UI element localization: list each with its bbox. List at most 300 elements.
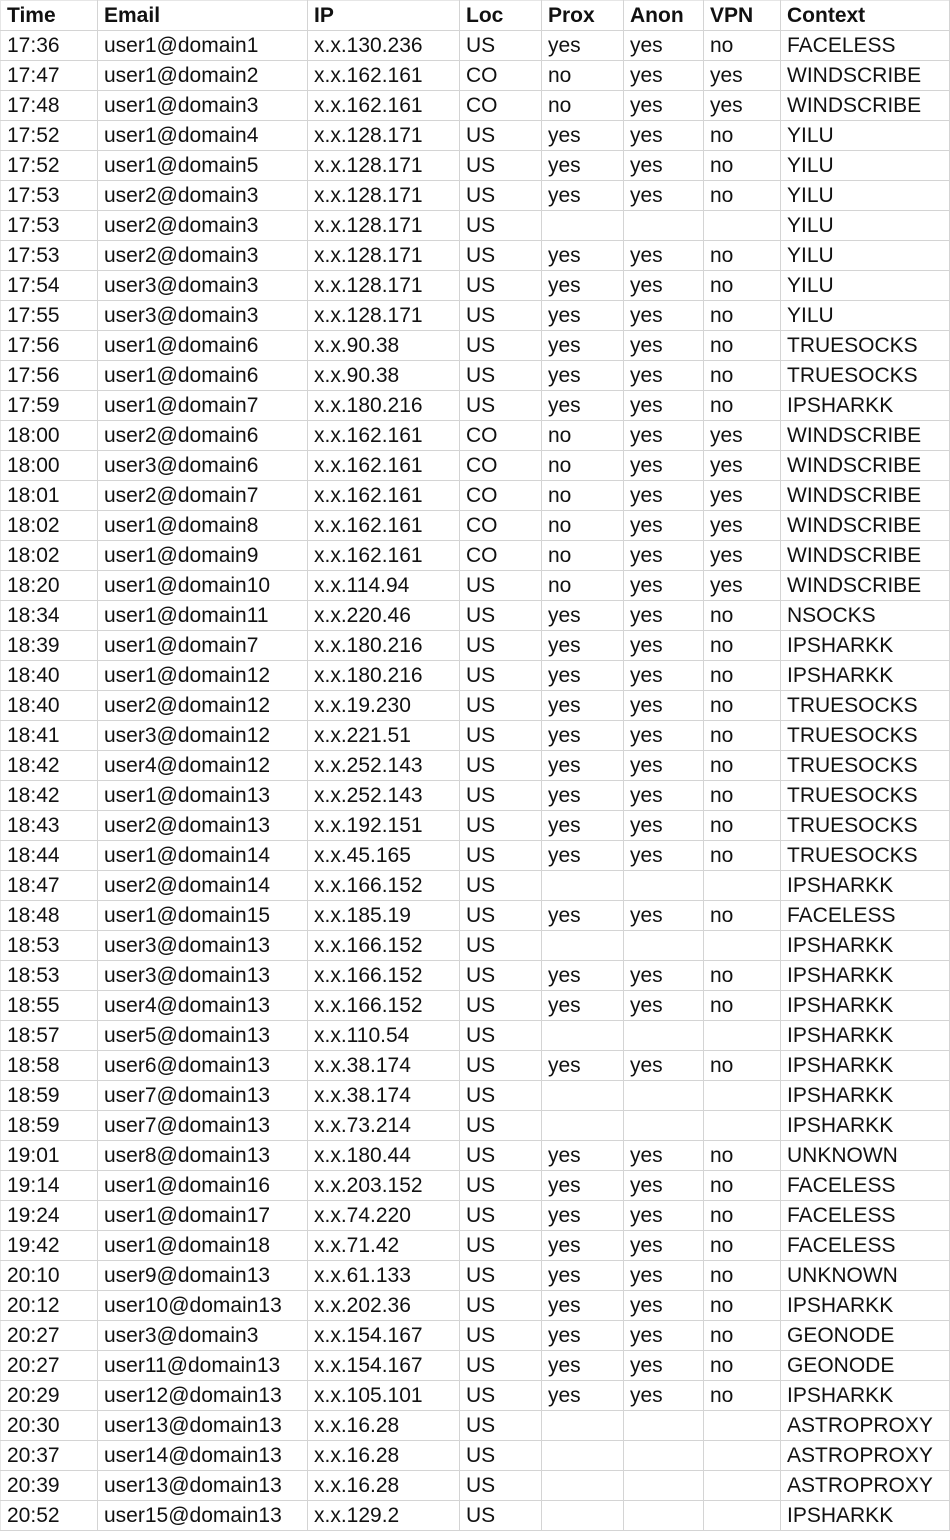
column-header-time[interactable]: Time xyxy=(1,1,98,31)
context-cell[interactable]: GEONODE xyxy=(781,1321,950,1351)
prox-cell[interactable]: yes xyxy=(542,751,624,781)
anon-cell[interactable] xyxy=(624,1081,704,1111)
vpn-cell[interactable] xyxy=(704,871,781,901)
anon-cell[interactable]: yes xyxy=(624,271,704,301)
vpn-cell[interactable]: no xyxy=(704,601,781,631)
vpn-cell[interactable]: no xyxy=(704,1291,781,1321)
prox-cell[interactable] xyxy=(542,1471,624,1501)
prox-cell[interactable]: yes xyxy=(542,1321,624,1351)
loc-cell[interactable]: CO xyxy=(460,91,542,121)
time-cell[interactable]: 18:53 xyxy=(1,961,98,991)
prox-cell[interactable] xyxy=(542,211,624,241)
loc-cell[interactable]: US xyxy=(460,781,542,811)
prox-cell[interactable]: yes xyxy=(542,331,624,361)
loc-cell[interactable]: US xyxy=(460,901,542,931)
vpn-cell[interactable]: no xyxy=(704,841,781,871)
context-cell[interactable]: FACELESS xyxy=(781,901,950,931)
email-cell[interactable]: user3@domain12 xyxy=(98,721,308,751)
email-cell[interactable]: user2@domain3 xyxy=(98,181,308,211)
vpn-cell[interactable]: no xyxy=(704,331,781,361)
anon-cell[interactable]: yes xyxy=(624,1051,704,1081)
time-cell[interactable]: 20:27 xyxy=(1,1321,98,1351)
vpn-cell[interactable]: yes xyxy=(704,481,781,511)
time-cell[interactable]: 18:01 xyxy=(1,481,98,511)
ip-cell[interactable]: x.x.128.171 xyxy=(308,241,460,271)
email-cell[interactable]: user10@domain13 xyxy=(98,1291,308,1321)
loc-cell[interactable]: US xyxy=(460,991,542,1021)
loc-cell[interactable]: US xyxy=(460,181,542,211)
time-cell[interactable]: 19:42 xyxy=(1,1231,98,1261)
loc-cell[interactable]: US xyxy=(460,1051,542,1081)
time-cell[interactable]: 19:01 xyxy=(1,1141,98,1171)
email-cell[interactable]: user1@domain12 xyxy=(98,661,308,691)
email-cell[interactable]: user2@domain13 xyxy=(98,811,308,841)
prox-cell[interactable]: yes xyxy=(542,781,624,811)
context-cell[interactable]: IPSHARKK xyxy=(781,1501,950,1531)
anon-cell[interactable]: yes xyxy=(624,301,704,331)
email-cell[interactable]: user1@domain7 xyxy=(98,391,308,421)
anon-cell[interactable] xyxy=(624,1471,704,1501)
loc-cell[interactable]: CO xyxy=(460,481,542,511)
anon-cell[interactable]: yes xyxy=(624,121,704,151)
prox-cell[interactable]: yes xyxy=(542,721,624,751)
ip-cell[interactable]: x.x.252.143 xyxy=(308,751,460,781)
loc-cell[interactable]: US xyxy=(460,631,542,661)
email-cell[interactable]: user13@domain13 xyxy=(98,1411,308,1441)
time-cell[interactable]: 18:42 xyxy=(1,781,98,811)
ip-cell[interactable]: x.x.61.133 xyxy=(308,1261,460,1291)
loc-cell[interactable]: US xyxy=(460,1171,542,1201)
context-cell[interactable]: YILU xyxy=(781,121,950,151)
anon-cell[interactable]: yes xyxy=(624,541,704,571)
time-cell[interactable]: 17:36 xyxy=(1,31,98,61)
email-cell[interactable]: user3@domain13 xyxy=(98,931,308,961)
time-cell[interactable]: 20:30 xyxy=(1,1411,98,1441)
loc-cell[interactable]: US xyxy=(460,691,542,721)
ip-cell[interactable]: x.x.38.174 xyxy=(308,1051,460,1081)
time-cell[interactable]: 18:41 xyxy=(1,721,98,751)
context-cell[interactable]: YILU xyxy=(781,211,950,241)
context-cell[interactable]: IPSHARKK xyxy=(781,1051,950,1081)
prox-cell[interactable]: yes xyxy=(542,961,624,991)
context-cell[interactable]: FACELESS xyxy=(781,1201,950,1231)
loc-cell[interactable]: US xyxy=(460,1501,542,1531)
anon-cell[interactable]: yes xyxy=(624,841,704,871)
ip-cell[interactable]: x.x.130.236 xyxy=(308,31,460,61)
time-cell[interactable]: 18:00 xyxy=(1,451,98,481)
ip-cell[interactable]: x.x.162.161 xyxy=(308,481,460,511)
vpn-cell[interactable]: no xyxy=(704,1231,781,1261)
ip-cell[interactable]: x.x.16.28 xyxy=(308,1441,460,1471)
prox-cell[interactable]: yes xyxy=(542,151,624,181)
vpn-cell[interactable]: no xyxy=(704,151,781,181)
context-cell[interactable]: WINDSCRIBE xyxy=(781,541,950,571)
loc-cell[interactable]: US xyxy=(460,1321,542,1351)
loc-cell[interactable]: US xyxy=(460,571,542,601)
email-cell[interactable]: user1@domain11 xyxy=(98,601,308,631)
ip-cell[interactable]: x.x.129.2 xyxy=(308,1501,460,1531)
time-cell[interactable]: 18:42 xyxy=(1,751,98,781)
loc-cell[interactable]: CO xyxy=(460,61,542,91)
anon-cell[interactable]: yes xyxy=(624,721,704,751)
anon-cell[interactable]: yes xyxy=(624,811,704,841)
context-cell[interactable]: IPSHARKK xyxy=(781,391,950,421)
email-cell[interactable]: user1@domain9 xyxy=(98,541,308,571)
anon-cell[interactable]: yes xyxy=(624,901,704,931)
email-cell[interactable]: user1@domain10 xyxy=(98,571,308,601)
ip-cell[interactable]: x.x.38.174 xyxy=(308,1081,460,1111)
ip-cell[interactable]: x.x.166.152 xyxy=(308,991,460,1021)
email-cell[interactable]: user1@domain14 xyxy=(98,841,308,871)
prox-cell[interactable]: yes xyxy=(542,661,624,691)
ip-cell[interactable]: x.x.166.152 xyxy=(308,931,460,961)
ip-cell[interactable]: x.x.73.214 xyxy=(308,1111,460,1141)
prox-cell[interactable]: yes xyxy=(542,811,624,841)
anon-cell[interactable]: yes xyxy=(624,1141,704,1171)
loc-cell[interactable]: US xyxy=(460,1351,542,1381)
anon-cell[interactable]: yes xyxy=(624,571,704,601)
vpn-cell[interactable]: no xyxy=(704,1141,781,1171)
prox-cell[interactable]: no xyxy=(542,421,624,451)
prox-cell[interactable] xyxy=(542,1441,624,1471)
loc-cell[interactable]: US xyxy=(460,1231,542,1261)
context-cell[interactable]: IPSHARKK xyxy=(781,1021,950,1051)
email-cell[interactable]: user3@domain13 xyxy=(98,961,308,991)
prox-cell[interactable]: no xyxy=(542,541,624,571)
vpn-cell[interactable]: yes xyxy=(704,451,781,481)
time-cell[interactable]: 20:10 xyxy=(1,1261,98,1291)
anon-cell[interactable]: yes xyxy=(624,481,704,511)
anon-cell[interactable]: yes xyxy=(624,241,704,271)
context-cell[interactable]: YILU xyxy=(781,271,950,301)
loc-cell[interactable]: CO xyxy=(460,421,542,451)
loc-cell[interactable]: US xyxy=(460,871,542,901)
prox-cell[interactable]: yes xyxy=(542,691,624,721)
context-cell[interactable]: WINDSCRIBE xyxy=(781,421,950,451)
ip-cell[interactable]: x.x.128.171 xyxy=(308,271,460,301)
loc-cell[interactable]: US xyxy=(460,811,542,841)
prox-cell[interactable]: yes xyxy=(542,1351,624,1381)
prox-cell[interactable] xyxy=(542,1411,624,1441)
email-cell[interactable]: user8@domain13 xyxy=(98,1141,308,1171)
email-cell[interactable]: user1@domain18 xyxy=(98,1231,308,1261)
anon-cell[interactable]: yes xyxy=(624,1201,704,1231)
column-header-email[interactable]: Email xyxy=(98,1,308,31)
time-cell[interactable]: 20:27 xyxy=(1,1351,98,1381)
context-cell[interactable]: TRUESOCKS xyxy=(781,811,950,841)
context-cell[interactable]: IPSHARKK xyxy=(781,631,950,661)
anon-cell[interactable]: yes xyxy=(624,331,704,361)
prox-cell[interactable]: yes xyxy=(542,241,624,271)
ip-cell[interactable]: x.x.192.151 xyxy=(308,811,460,841)
ip-cell[interactable]: x.x.128.171 xyxy=(308,301,460,331)
vpn-cell[interactable]: yes xyxy=(704,511,781,541)
ip-cell[interactable]: x.x.19.230 xyxy=(308,691,460,721)
loc-cell[interactable]: US xyxy=(460,241,542,271)
vpn-cell[interactable]: yes xyxy=(704,61,781,91)
anon-cell[interactable]: yes xyxy=(624,1291,704,1321)
loc-cell[interactable]: US xyxy=(460,601,542,631)
context-cell[interactable]: ASTROPROXY xyxy=(781,1411,950,1441)
vpn-cell[interactable] xyxy=(704,1471,781,1501)
prox-cell[interactable]: yes xyxy=(542,121,624,151)
anon-cell[interactable] xyxy=(624,1111,704,1141)
prox-cell[interactable]: no xyxy=(542,511,624,541)
anon-cell[interactable]: yes xyxy=(624,91,704,121)
vpn-cell[interactable]: no xyxy=(704,1381,781,1411)
loc-cell[interactable]: US xyxy=(460,151,542,181)
prox-cell[interactable] xyxy=(542,1501,624,1531)
ip-cell[interactable]: x.x.128.171 xyxy=(308,211,460,241)
time-cell[interactable]: 17:55 xyxy=(1,301,98,331)
prox-cell[interactable]: no xyxy=(542,481,624,511)
context-cell[interactable]: TRUESOCKS xyxy=(781,841,950,871)
loc-cell[interactable]: US xyxy=(460,961,542,991)
vpn-cell[interactable]: no xyxy=(704,961,781,991)
ip-cell[interactable]: x.x.162.161 xyxy=(308,61,460,91)
prox-cell[interactable]: no xyxy=(542,451,624,481)
context-cell[interactable]: FACELESS xyxy=(781,31,950,61)
anon-cell[interactable]: yes xyxy=(624,781,704,811)
context-cell[interactable]: IPSHARKK xyxy=(781,1381,950,1411)
time-cell[interactable]: 17:59 xyxy=(1,391,98,421)
email-cell[interactable]: user1@domain3 xyxy=(98,91,308,121)
prox-cell[interactable]: yes xyxy=(542,1171,624,1201)
context-cell[interactable]: YILU xyxy=(781,241,950,271)
time-cell[interactable]: 17:56 xyxy=(1,361,98,391)
loc-cell[interactable]: US xyxy=(460,1111,542,1141)
context-cell[interactable]: WINDSCRIBE xyxy=(781,511,950,541)
vpn-cell[interactable]: no xyxy=(704,31,781,61)
loc-cell[interactable]: US xyxy=(460,1441,542,1471)
time-cell[interactable]: 18:43 xyxy=(1,811,98,841)
loc-cell[interactable]: US xyxy=(460,301,542,331)
ip-cell[interactable]: x.x.71.42 xyxy=(308,1231,460,1261)
context-cell[interactable]: WINDSCRIBE xyxy=(781,61,950,91)
email-cell[interactable]: user7@domain13 xyxy=(98,1111,308,1141)
context-cell[interactable]: YILU xyxy=(781,181,950,211)
vpn-cell[interactable]: no xyxy=(704,1171,781,1201)
ip-cell[interactable]: x.x.180.216 xyxy=(308,391,460,421)
vpn-cell[interactable] xyxy=(704,931,781,961)
vpn-cell[interactable]: no xyxy=(704,991,781,1021)
vpn-cell[interactable]: no xyxy=(704,271,781,301)
vpn-cell[interactable]: no xyxy=(704,901,781,931)
vpn-cell[interactable]: yes xyxy=(704,541,781,571)
prox-cell[interactable]: yes xyxy=(542,601,624,631)
context-cell[interactable]: TRUESOCKS xyxy=(781,721,950,751)
prox-cell[interactable]: yes xyxy=(542,1201,624,1231)
prox-cell[interactable]: no xyxy=(542,61,624,91)
anon-cell[interactable]: yes xyxy=(624,1381,704,1411)
loc-cell[interactable]: US xyxy=(460,391,542,421)
time-cell[interactable]: 17:52 xyxy=(1,151,98,181)
context-cell[interactable]: TRUESOCKS xyxy=(781,361,950,391)
email-cell[interactable]: user5@domain13 xyxy=(98,1021,308,1051)
ip-cell[interactable]: x.x.166.152 xyxy=(308,961,460,991)
time-cell[interactable]: 18:20 xyxy=(1,571,98,601)
context-cell[interactable]: IPSHARKK xyxy=(781,1291,950,1321)
ip-cell[interactable]: x.x.16.28 xyxy=(308,1471,460,1501)
loc-cell[interactable]: US xyxy=(460,1411,542,1441)
anon-cell[interactable]: yes xyxy=(624,421,704,451)
column-header-loc[interactable]: Loc xyxy=(460,1,542,31)
loc-cell[interactable]: US xyxy=(460,1291,542,1321)
vpn-cell[interactable]: no xyxy=(704,811,781,841)
time-cell[interactable]: 17:52 xyxy=(1,121,98,151)
loc-cell[interactable]: US xyxy=(460,1471,542,1501)
ip-cell[interactable]: x.x.220.46 xyxy=(308,601,460,631)
ip-cell[interactable]: x.x.162.161 xyxy=(308,541,460,571)
anon-cell[interactable] xyxy=(624,1501,704,1531)
loc-cell[interactable]: US xyxy=(460,1261,542,1291)
context-cell[interactable]: ASTROPROXY xyxy=(781,1471,950,1501)
context-cell[interactable]: TRUESOCKS xyxy=(781,691,950,721)
context-cell[interactable]: YILU xyxy=(781,301,950,331)
anon-cell[interactable]: yes xyxy=(624,1261,704,1291)
vpn-cell[interactable]: no xyxy=(704,241,781,271)
ip-cell[interactable]: x.x.162.161 xyxy=(308,511,460,541)
email-cell[interactable]: user3@domain3 xyxy=(98,271,308,301)
vpn-cell[interactable]: yes xyxy=(704,571,781,601)
context-cell[interactable]: YILU xyxy=(781,151,950,181)
anon-cell[interactable]: yes xyxy=(624,151,704,181)
time-cell[interactable]: 20:37 xyxy=(1,1441,98,1471)
vpn-cell[interactable]: no xyxy=(704,1321,781,1351)
anon-cell[interactable]: yes xyxy=(624,61,704,91)
anon-cell[interactable]: yes xyxy=(624,751,704,781)
vpn-cell[interactable]: yes xyxy=(704,91,781,121)
time-cell[interactable]: 18:57 xyxy=(1,1021,98,1051)
context-cell[interactable]: UNKNOWN xyxy=(781,1261,950,1291)
context-cell[interactable]: IPSHARKK xyxy=(781,871,950,901)
ip-cell[interactable]: x.x.114.94 xyxy=(308,571,460,601)
ip-cell[interactable]: x.x.203.152 xyxy=(308,1171,460,1201)
email-cell[interactable]: user1@domain15 xyxy=(98,901,308,931)
context-cell[interactable]: WINDSCRIBE xyxy=(781,481,950,511)
loc-cell[interactable]: US xyxy=(460,661,542,691)
vpn-cell[interactable] xyxy=(704,1411,781,1441)
vpn-cell[interactable]: no xyxy=(704,1051,781,1081)
email-cell[interactable]: user3@domain3 xyxy=(98,301,308,331)
email-cell[interactable]: user4@domain13 xyxy=(98,991,308,1021)
vpn-cell[interactable] xyxy=(704,1081,781,1111)
ip-cell[interactable]: x.x.45.165 xyxy=(308,841,460,871)
email-cell[interactable]: user2@domain3 xyxy=(98,241,308,271)
anon-cell[interactable] xyxy=(624,931,704,961)
loc-cell[interactable]: US xyxy=(460,841,542,871)
loc-cell[interactable]: US xyxy=(460,721,542,751)
ip-cell[interactable]: x.x.154.167 xyxy=(308,1351,460,1381)
prox-cell[interactable]: yes xyxy=(542,31,624,61)
vpn-cell[interactable]: no xyxy=(704,691,781,721)
ip-cell[interactable]: x.x.128.171 xyxy=(308,181,460,211)
column-header-prox[interactable]: Prox xyxy=(542,1,624,31)
time-cell[interactable]: 18:58 xyxy=(1,1051,98,1081)
vpn-cell[interactable]: no xyxy=(704,181,781,211)
time-cell[interactable]: 17:54 xyxy=(1,271,98,301)
time-cell[interactable]: 20:52 xyxy=(1,1501,98,1531)
loc-cell[interactable]: CO xyxy=(460,511,542,541)
vpn-cell[interactable] xyxy=(704,1111,781,1141)
ip-cell[interactable]: x.x.74.220 xyxy=(308,1201,460,1231)
loc-cell[interactable]: US xyxy=(460,1141,542,1171)
prox-cell[interactable]: yes xyxy=(542,271,624,301)
ip-cell[interactable]: x.x.180.44 xyxy=(308,1141,460,1171)
time-cell[interactable]: 18:39 xyxy=(1,631,98,661)
ip-cell[interactable]: x.x.180.216 xyxy=(308,631,460,661)
email-cell[interactable]: user1@domain8 xyxy=(98,511,308,541)
time-cell[interactable]: 20:12 xyxy=(1,1291,98,1321)
anon-cell[interactable]: yes xyxy=(624,31,704,61)
loc-cell[interactable]: US xyxy=(460,931,542,961)
vpn-cell[interactable]: no xyxy=(704,391,781,421)
loc-cell[interactable]: US xyxy=(460,751,542,781)
anon-cell[interactable] xyxy=(624,1441,704,1471)
email-cell[interactable]: user2@domain14 xyxy=(98,871,308,901)
anon-cell[interactable]: yes xyxy=(624,961,704,991)
anon-cell[interactable] xyxy=(624,1411,704,1441)
prox-cell[interactable] xyxy=(542,1081,624,1111)
ip-cell[interactable]: x.x.128.171 xyxy=(308,121,460,151)
context-cell[interactable]: FACELESS xyxy=(781,1171,950,1201)
prox-cell[interactable]: yes xyxy=(542,1051,624,1081)
time-cell[interactable]: 18:00 xyxy=(1,421,98,451)
anon-cell[interactable]: yes xyxy=(624,1351,704,1381)
prox-cell[interactable]: no xyxy=(542,91,624,121)
anon-cell[interactable]: yes xyxy=(624,691,704,721)
anon-cell[interactable]: yes xyxy=(624,661,704,691)
anon-cell[interactable]: yes xyxy=(624,1321,704,1351)
email-cell[interactable]: user9@domain13 xyxy=(98,1261,308,1291)
email-cell[interactable]: user15@domain13 xyxy=(98,1501,308,1531)
prox-cell[interactable] xyxy=(542,1021,624,1051)
loc-cell[interactable]: US xyxy=(460,361,542,391)
prox-cell[interactable]: no xyxy=(542,571,624,601)
context-cell[interactable]: WINDSCRIBE xyxy=(781,451,950,481)
anon-cell[interactable]: yes xyxy=(624,601,704,631)
time-cell[interactable]: 20:39 xyxy=(1,1471,98,1501)
ip-cell[interactable]: x.x.16.28 xyxy=(308,1411,460,1441)
ip-cell[interactable]: x.x.202.36 xyxy=(308,1291,460,1321)
loc-cell[interactable]: US xyxy=(460,331,542,361)
email-cell[interactable]: user3@domain3 xyxy=(98,1321,308,1351)
time-cell[interactable]: 17:47 xyxy=(1,61,98,91)
context-cell[interactable]: NSOCKS xyxy=(781,601,950,631)
time-cell[interactable]: 20:29 xyxy=(1,1381,98,1411)
ip-cell[interactable]: x.x.162.161 xyxy=(308,421,460,451)
ip-cell[interactable]: x.x.154.167 xyxy=(308,1321,460,1351)
vpn-cell[interactable]: no xyxy=(704,781,781,811)
email-cell[interactable]: user12@domain13 xyxy=(98,1381,308,1411)
vpn-cell[interactable]: no xyxy=(704,751,781,781)
context-cell[interactable]: IPSHARKK xyxy=(781,1111,950,1141)
anon-cell[interactable]: yes xyxy=(624,631,704,661)
prox-cell[interactable]: yes xyxy=(542,391,624,421)
time-cell[interactable]: 18:59 xyxy=(1,1111,98,1141)
email-cell[interactable]: user1@domain17 xyxy=(98,1201,308,1231)
prox-cell[interactable]: yes xyxy=(542,1231,624,1261)
time-cell[interactable]: 18:44 xyxy=(1,841,98,871)
time-cell[interactable]: 17:48 xyxy=(1,91,98,121)
vpn-cell[interactable]: no xyxy=(704,301,781,331)
column-header-context[interactable]: Context xyxy=(781,1,950,31)
vpn-cell[interactable]: no xyxy=(704,121,781,151)
time-cell[interactable]: 19:24 xyxy=(1,1201,98,1231)
anon-cell[interactable]: yes xyxy=(624,181,704,211)
ip-cell[interactable]: x.x.110.54 xyxy=(308,1021,460,1051)
loc-cell[interactable]: US xyxy=(460,211,542,241)
